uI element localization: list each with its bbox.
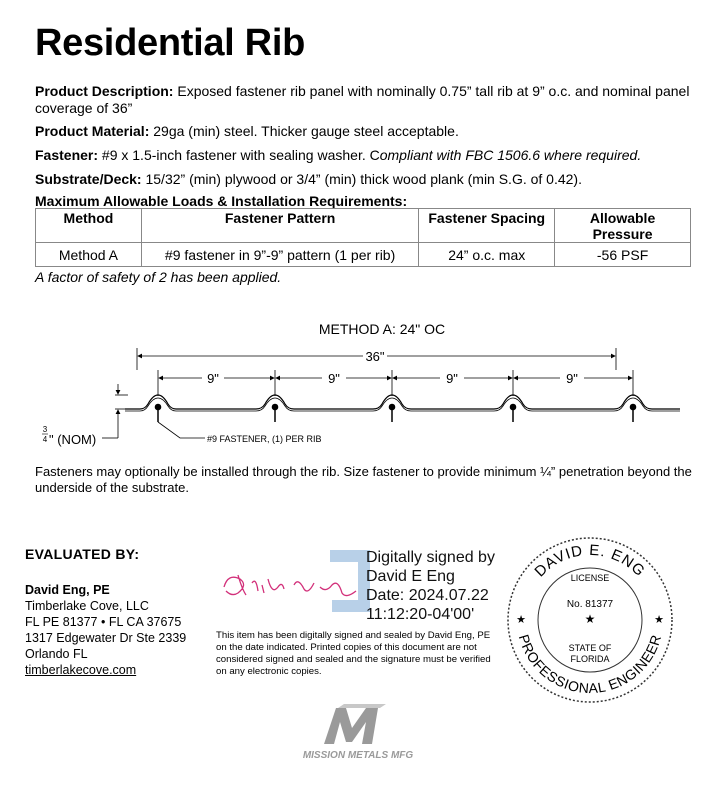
height-frac-num: 3 [42,425,48,434]
substrate-spec [35,171,695,188]
cell-fastener-spacing: 24” o.c. max [419,243,555,267]
product-material-label: Product Material: [35,123,150,139]
seal-star-left: ★ [516,614,526,626]
digital-signature-block [366,548,495,624]
product-description-label: Product Description: [35,83,174,99]
logo-accent [338,704,386,708]
evaluator-licenses: FL PE 81377 • FL CA 37675 [25,615,182,629]
loads-table [35,208,691,267]
header-method: Method [36,209,142,243]
product-material [35,123,695,140]
product-description [35,83,695,117]
mission-metals-logo [294,700,424,764]
table-header-row [36,209,691,243]
evaluator-company: Timberlake Cove, LLC [25,599,149,613]
fastener-text: #9 x 1.5-inch fastener with sealing washer. C [98,147,380,163]
substrate-text: 15/32” (min) plywood or 3/4” (min) thick wood plank (min S.G. of 0.42). [141,171,582,187]
seal-bottom-text: PROFESSIONAL ENGINEER [515,632,665,697]
seal-star-center: ★ [584,612,596,626]
dim-9-c-label: 9" [446,371,458,386]
header-allowable-pressure: Allowable Pressure [555,209,691,243]
header-fastener-spacing: Fastener Spacing [419,209,555,243]
cell-fastener-pattern: #9 fastener in 9”-9” pattern (1 per rib) [141,243,418,267]
fastener-head-2 [389,404,395,410]
fastener-spec [35,147,695,164]
fastener-head-4 [630,404,636,410]
table-row [36,243,691,267]
evaluator-website-link[interactable]: timberlakecove.com [25,663,137,677]
signature-disclaimer: This item has been digitally signed and sealed by David Eng, PE on the date indicated. Printed copies of this document are not considered signed and sealed and the signature must be verified on any electronic copies. [216,630,491,677]
dim-9-a-label: 9" [207,371,219,386]
panel-profile-drawing [30,318,690,458]
fastener-head-3 [510,404,516,410]
evaluator-address: 1317 Edgewater Dr Ste 2339 [25,631,187,645]
dig-sig-line1: Digitally signed by [366,549,495,566]
product-material-text: 29ga (min) steel. Thicker gauge steel acceptable. [149,123,459,139]
dig-sig-line2: David E Eng [366,568,455,585]
height-frac-den: 4 [42,435,48,444]
fastener-head-0 [155,404,161,410]
dim-36-label: 36" [365,349,385,364]
professional-engineer-seal [505,535,675,705]
dig-icon-bottom [332,600,370,612]
seal-license: LICENSE [570,573,610,583]
cell-method: Method A [36,243,142,267]
dig-sig-line4: 11:12:20-04'00' [366,606,475,623]
header-fastener-pattern: Fastener Pattern [141,209,418,243]
installation-footnote: Fasteners may optionally be installed through the rib. Size fastener to provide minimum ¼” penetration beyond the underside of the substrate. [35,464,692,495]
seal-name: DAVID E. ENG [531,541,649,581]
seal-state-name: FLORIDA [570,654,610,664]
substrate-label: Substrate/Deck: [35,171,142,187]
logo-text: MISSION METALS MFG [302,750,414,761]
table-heading: Maximum Allowable Loads & Installation Requirements: [35,193,408,209]
seal-state: STATE OF [568,643,612,653]
seal-star-right: ★ [654,614,664,626]
fastener-head-1 [272,404,278,410]
product-description-text: Exposed fastener rib panel with nominally 0.75” tall rib at 9” o.c. and nominal panel coverage of 36” [35,83,690,116]
callout-leader [158,422,205,438]
seal-number: No. 81377 [566,599,614,610]
cell-allowable-pressure: -56 PSF [555,243,691,267]
logo-mark [324,708,378,744]
dim-9-d-label: 9" [566,371,578,386]
dig-sig-line3: Date: 2024.07.22 [366,587,489,604]
drawing-title: METHOD A: 24" OC [318,321,446,337]
safety-note: A factor of safety of 2 has been applied. [35,269,282,285]
page-title: Residential Rib [35,22,305,64]
evaluator-city: Orlando FL [25,647,88,661]
fastener-callout: #9 FASTENER, (1) PER RIB [207,434,322,444]
fastener-compliance: ompliant with FBC 1506.6 where required. [379,147,642,163]
evaluator-name: David Eng, PE [25,583,110,597]
fastener-label: Fastener: [35,147,99,163]
evaluator-info [25,582,186,678]
height-label: " (NOM) [49,432,97,447]
evaluated-by-heading: EVALUATED BY: [25,546,140,562]
dim-9-b-label: 9" [328,371,340,386]
